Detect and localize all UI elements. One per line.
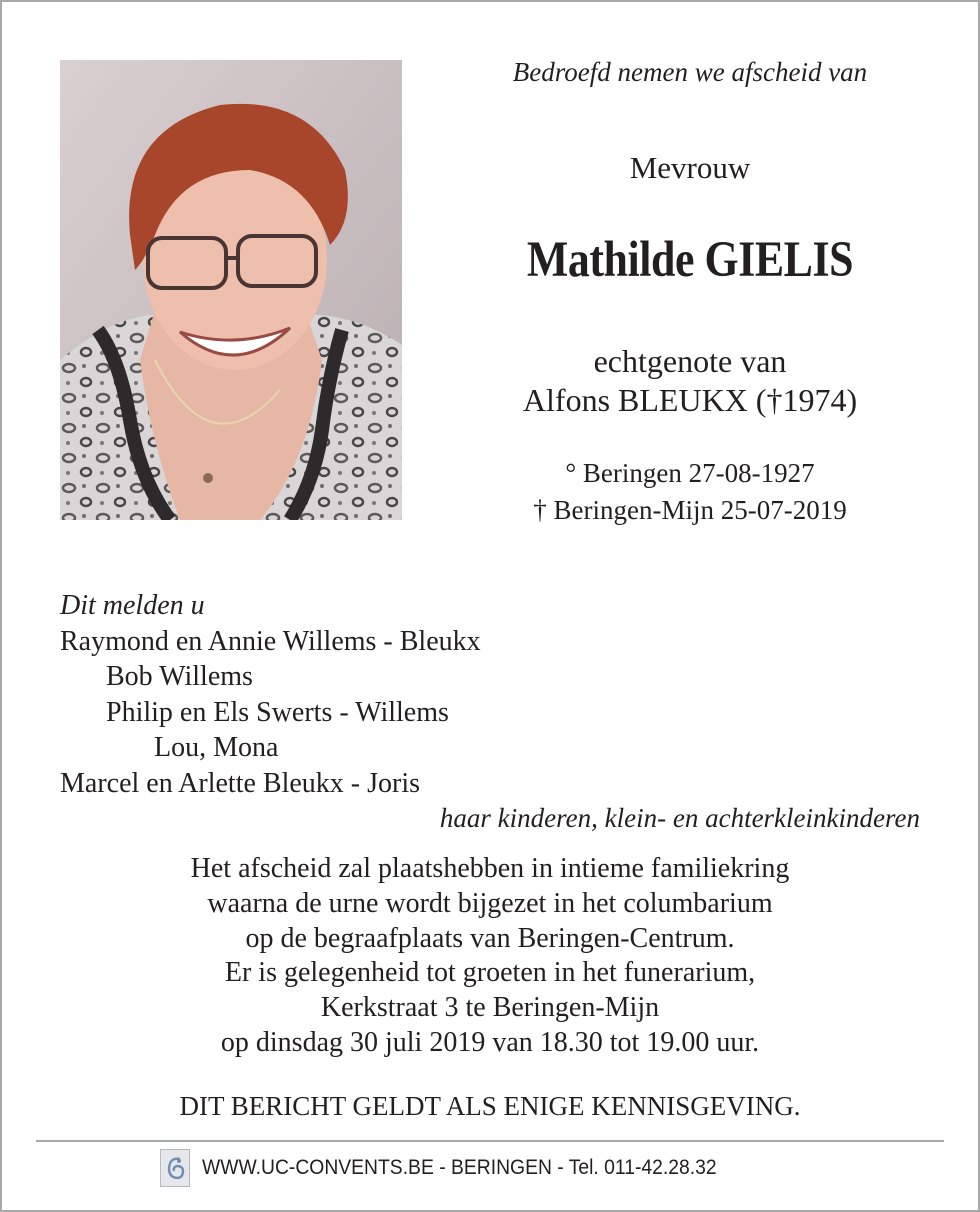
birth-date: ° Beringen 27-08-1927 [565,458,815,488]
footer [160,1148,761,1188]
family-member-line: Raymond en Annie Willems - Bleukx [60,625,481,657]
ceremony-line: op de begraafplaats van Beringen-Centrum. [245,922,735,954]
family-member-line: Philip en Els Swerts - Willems [106,696,449,728]
official-notice: DIT BERICHT GELDT ALS ENIGE KENNISGEVING. [179,1091,801,1121]
intro-text: Bedroefd nemen we afscheid van [512,57,868,87]
ceremony-line: Er is gelegenheid tot groeten in het funerarium, [224,957,756,989]
family-intro: Dit melden u [60,590,205,621]
portrait-photo [60,60,402,520]
family-relation: haar kinderen, klein- en achterkleinkinderen [439,803,920,833]
family-list [60,588,940,837]
ceremony-line: waarna de urne wordt bijgezet in het columbarium [207,887,773,919]
family-member-line: Bob Willems [106,661,253,692]
deceased-name: Mathilde GIELIS [526,232,854,288]
footer-divider [36,1140,944,1142]
honorific: Mevrouw [629,150,751,185]
funeral-home-logo-icon [160,1149,190,1187]
ceremony-details [40,852,940,1061]
spouse-name: Alfons BLEUKX (†1974) [522,382,858,418]
footer-contact: WWW.UC-CONVENTS.BE - BERINGEN - Tel. 011-42.28.32 [202,1156,717,1179]
family-member-line: Lou, Mona [154,732,279,763]
spouse-label: echtgenote van [593,343,787,379]
death-date: † Beringen-Mijn 25-07-2019 [533,495,847,525]
ceremony-line: Het afscheid zal plaatshebben in intieme familiekring [190,853,790,884]
family-member-line: Marcel en Arlette Bleukx - Joris [60,767,421,799]
ceremony-line: Kerkstraat 3 te Beringen-Mijn [320,992,660,1024]
ceremony-line: op dinsdag 30 juli 2019 van 18.30 tot 19.00 uur. [220,1026,760,1058]
